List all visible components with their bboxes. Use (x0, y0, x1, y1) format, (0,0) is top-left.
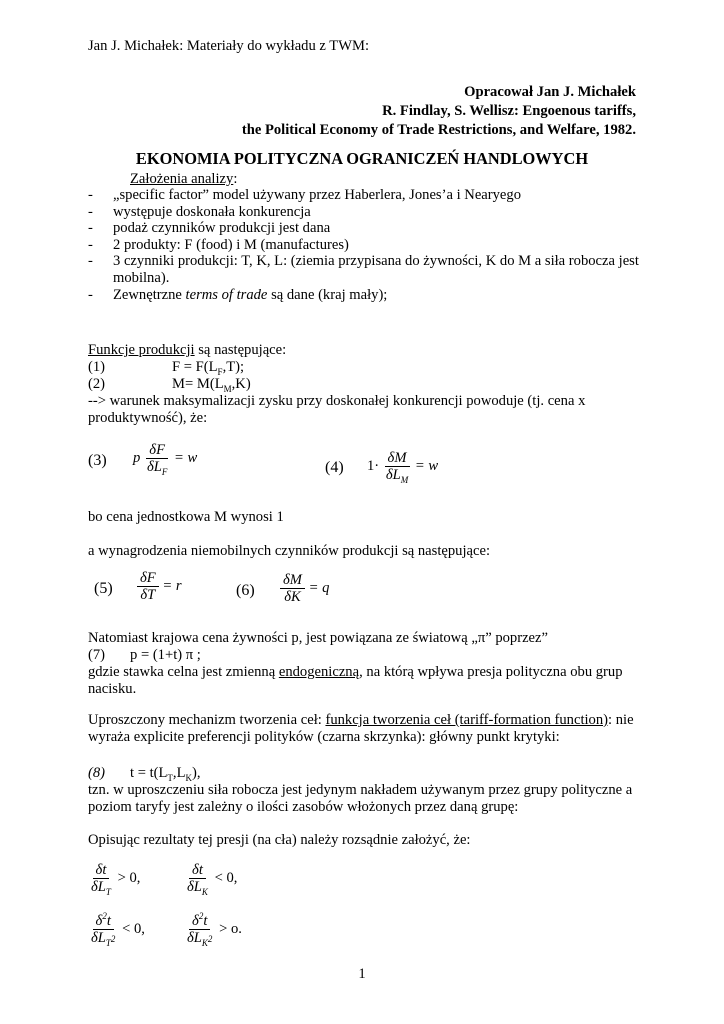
running-header: Jan J. Michałek: Materiały do wykładu z TWM: (88, 38, 370, 54)
eq8-number: (8) (88, 765, 106, 781)
cond1-den-text: δL (91, 879, 106, 895)
cond4-rhs: > o. (219, 920, 242, 937)
results-intro: Opisując rezultaty tej presji (na cła) należy rozsądnie założyć, że: (88, 832, 471, 848)
eq1-sub: F (217, 366, 223, 377)
eq3-p: p (133, 449, 141, 466)
cond1-numerator: δt (93, 862, 110, 879)
tariff-note (88, 664, 648, 698)
page-title: EKONOMIA POLITYCZNA OGRANICZEŃ HANDLOWYCH (135, 149, 589, 168)
cond3-denominator (88, 930, 118, 946)
condition-4 (184, 913, 242, 946)
cond4-numerator (189, 913, 210, 930)
cond3-den-text: δL (91, 930, 106, 946)
eq2-number: (2) (88, 376, 106, 392)
cond1-den-sub: T (105, 886, 111, 897)
cond4-sup: 2 (198, 911, 204, 922)
eq4-number: (4) (325, 459, 344, 476)
eq3-denominator (144, 459, 170, 475)
source-line-2: the Political Economy of Trade Restrictions, and Welfare, 1982. (241, 122, 636, 138)
production-heading-rest: są następujące: (194, 342, 287, 358)
condition-3 (88, 913, 145, 946)
cond3-fraction (88, 913, 118, 946)
cond3-sub-power: 2 (110, 933, 116, 944)
assumptions-heading-colon: : (233, 171, 238, 187)
eq2-part: M= M(L (172, 376, 224, 392)
cond2-fraction (184, 862, 211, 895)
cond3-sub-letter: T (105, 937, 111, 948)
tariff-note-text: , na którą wpływa presja polityczna obu grup nacisku. (88, 664, 623, 697)
eq7-body: p = (1+t) π ; (130, 647, 201, 663)
author-credit: Opracował Jan J. Michałek (464, 84, 636, 100)
eq5-formula (137, 570, 182, 603)
eq2-body (172, 376, 251, 393)
assumptions-list (88, 187, 648, 303)
eq3-number: (3) (88, 452, 107, 469)
eq2-part: ,K) (231, 376, 251, 392)
cond3-delta: δ (95, 913, 103, 929)
eq3-formula (133, 442, 197, 475)
eq3-numerator: δF (146, 442, 168, 459)
list-item: - podaż czynników produkcji jest dana (88, 220, 648, 237)
list-item-text: Zewnętrzne (113, 286, 186, 303)
eq8-part: t = t(L (130, 765, 168, 781)
list-item (88, 287, 648, 304)
eq5-rhs: = r (162, 577, 182, 594)
cond4-fraction (184, 913, 215, 946)
condition-2 (184, 862, 237, 895)
cond4-t: t (203, 913, 208, 929)
cond3-sup: 2 (102, 911, 107, 922)
cond1-denominator (88, 879, 114, 895)
eq3-rhs: = w (174, 449, 198, 466)
cond3-rhs: < 0, (122, 920, 145, 937)
cond2-den-text: δL (187, 879, 202, 895)
eq6-denominator: δK (284, 589, 301, 605)
cond3-den-sub (105, 933, 116, 948)
list-item: - występuje doskonała konkurencja (88, 204, 648, 221)
cond2-rhs: < 0, (214, 869, 238, 886)
terms-of-trade: terms of trade (185, 286, 268, 303)
eq1-number: (1) (88, 359, 106, 375)
eq6-rhs: = q (308, 579, 330, 596)
source-line-1: R. Findlay, S. Wellisz: Engoenous tariffs, (382, 103, 636, 119)
eq5-denominator: δT (140, 587, 156, 603)
page-number: 1 (358, 966, 366, 982)
eq8-sub: T (167, 772, 173, 783)
list-item: - 3 czynniki produkcji: T, K, L: (ziemia przypisana do żywności, K do M a siła robocza jest mobilna). (88, 253, 648, 286)
cond1-fraction (88, 862, 114, 895)
cond3-numerator (93, 913, 114, 930)
endogenous-term: endogeniczną (278, 664, 360, 680)
cond4-denominator (184, 930, 215, 946)
production-heading (88, 342, 286, 359)
profit-condition: --> warunek maksymalizacji zysku przy doskonałej konkurencji powoduje (tj. cena x produktywność), że: (88, 393, 586, 426)
eq6-fraction (280, 572, 305, 605)
eq3-fraction (144, 442, 170, 475)
eq1-body (172, 359, 244, 376)
eq4-formula (367, 450, 438, 483)
eq4-coef: 1· (367, 457, 380, 474)
list-item: - 2 produkty: F (food) i M (manufactures) (88, 237, 648, 254)
tariff-note-text: gdzie stawka celna jest zmienną (88, 664, 279, 680)
eq7-number: (7) (88, 647, 106, 663)
eq4-den-sub: M (400, 474, 409, 485)
mechanism-text (88, 712, 648, 746)
eq1-part: F = F(L (172, 359, 218, 375)
wages-intro: a wynagrodzenia niemobilnych czynników produkcji są następujące: (88, 543, 491, 559)
eq4-denominator (383, 467, 411, 483)
production-heading-text: Funkcje produkcji (88, 342, 195, 358)
unit-price-note: bo cena jednostkowa M wynosi 1 (88, 509, 284, 525)
assumptions-heading-text: Założenia analizy (130, 171, 234, 187)
assumptions-heading (130, 171, 237, 188)
eq8-note: tzn. w uproszczeniu siła robocza jest jedynym nakładem używanym przez grupy polityczne a poziom taryfy jest zależny o ilości zasobów włożonych przez daną grupę: (88, 782, 633, 815)
mechanism-part: : nie wyraża explicite preferencji polityków (czarna skrzynka): główny punkt krytyki: (88, 712, 634, 745)
eq1-part: ,T); (222, 359, 245, 375)
cond4-den-text: δL (187, 930, 202, 946)
list-item-text: są dane (kraj mały); (267, 286, 388, 303)
mechanism-part: Uproszczony mechanizm tworzenia ceł: (88, 712, 326, 728)
eq8-sub: K (185, 772, 192, 783)
eq3-den-text: δL (146, 459, 162, 475)
cond1-rhs: > 0, (117, 869, 141, 886)
eq8-part: ,L (172, 765, 186, 781)
cond4-sub-power: 2 (207, 933, 213, 944)
eq3-den-sub: F (161, 466, 168, 477)
cond2-denominator (184, 879, 211, 895)
eq8-body (130, 765, 201, 782)
eq6-formula (280, 572, 329, 605)
eq6-numerator: δM (280, 572, 305, 589)
eq2-sub: M (223, 383, 232, 394)
cond2-den-sub: K (201, 886, 208, 897)
cond3-t: t (106, 913, 111, 929)
cond4-den-sub (201, 933, 213, 948)
cond4-sub-letter: K (201, 937, 208, 948)
cond4-delta: δ (192, 913, 199, 929)
cond2-numerator: δt (189, 862, 206, 879)
eq6-number: (6) (236, 582, 255, 599)
eq4-rhs: = w (414, 457, 439, 474)
domestic-price-text: Natomiast krajowa cena żywności p, jest powiązana ze światową „π” poprzez” (88, 630, 548, 646)
condition-1 (88, 862, 140, 895)
eq5-numerator: δF (137, 570, 159, 587)
tariff-formation-function: funkcja tworzenia ceł (tariff-formation function) (325, 712, 609, 728)
list-item: - „specific factor” model używany przez Haberlera, Jones’a i Nearyego (88, 187, 648, 204)
eq4-den-text: δL (385, 467, 401, 483)
eq4-fraction (383, 450, 411, 483)
eq4-numerator: δM (385, 450, 410, 467)
eq8-part: ), (192, 765, 201, 781)
eq5-number: (5) (94, 580, 113, 597)
eq5-fraction (137, 570, 159, 603)
